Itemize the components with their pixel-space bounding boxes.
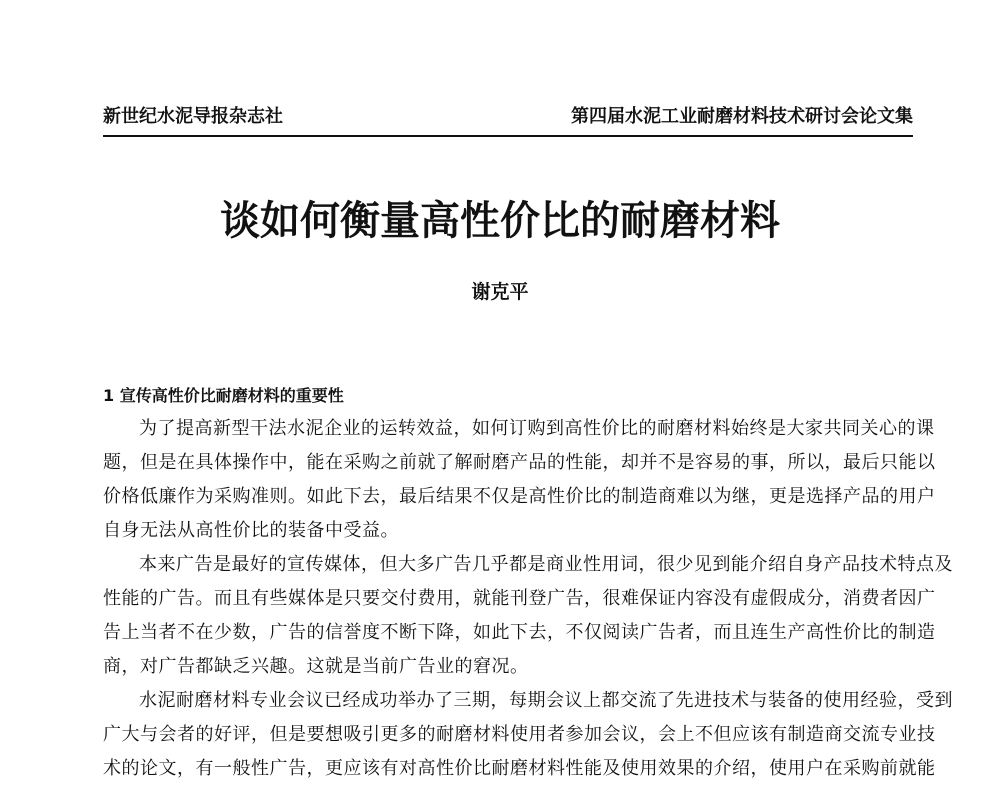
paragraph-3-line-1: 水泥耐磨材料专业会议已经成功举办了三期，每期会议上都交流了先进技术与装备的使用经验，受到 <box>139 690 953 711</box>
paragraph-1-line-4: 自身无法从高性价比的装备中受益。 <box>103 520 399 541</box>
paragraph-1-line-2: 题，但是在具体操作中，能在采购之前就了解耐磨产品的性能，却并不是容易的事，所以，最后只能以 <box>103 452 936 473</box>
paragraph-2-line-1: 本来广告是最好的宣传媒体，但大多广告几乎都是商业性用词，很少见到能介绍自身产品技术特点及 <box>139 554 953 575</box>
section-heading: 1 宣传高性价比耐磨材料的重要性 <box>103 386 344 405</box>
body-text <box>103 412 953 786</box>
paragraph-2-line-4: 商，对广告都缺乏兴趣。这就是当前广告业的窘况。 <box>103 656 529 677</box>
paragraph-2-line-3: 告上当者不在少数，广告的信誉度不断下降，如此下去，不仅阅读广告者，而且连生产高性价比的制造 <box>103 622 936 643</box>
paragraph-2-line-2: 性能的广告。而且有些媒体是只要交付费用，就能刊登广告，很难保证内容没有虚假成分，消费者因广 <box>103 588 936 609</box>
paragraph-1-line-1: 为了提高新型干法水泥企业的运转效益，如何订购到高性价比的耐磨材料始终是大家共同关心的课 <box>139 418 935 439</box>
publisher-name: 新世纪水泥导报杂志社 <box>103 106 283 127</box>
paragraph-3-line-2: 广大与会者的好评，但是要想吸引更多的耐磨材料使用者参加会议，会上不但应该有制造商交流专业技 <box>103 724 936 745</box>
article-author: 谢克平 <box>471 281 529 303</box>
proceedings-title: 第四届水泥工业耐磨材料技术研讨会论文集 <box>571 106 913 127</box>
paragraph-1-line-3: 价格低廉作为采购准则。如此下去，最后结果不仅是高性价比的制造商难以为继，更是选择产品的用户 <box>103 486 936 507</box>
paragraph-3-line-3: 术的论文，有一般性广告，更应该有对高性价比耐磨材料性能及使用效果的介绍，使用户在采购前就能 <box>103 758 936 779</box>
article-title: 谈如何衡量高性价比的耐磨材料 <box>220 197 780 244</box>
running-header <box>103 105 913 137</box>
